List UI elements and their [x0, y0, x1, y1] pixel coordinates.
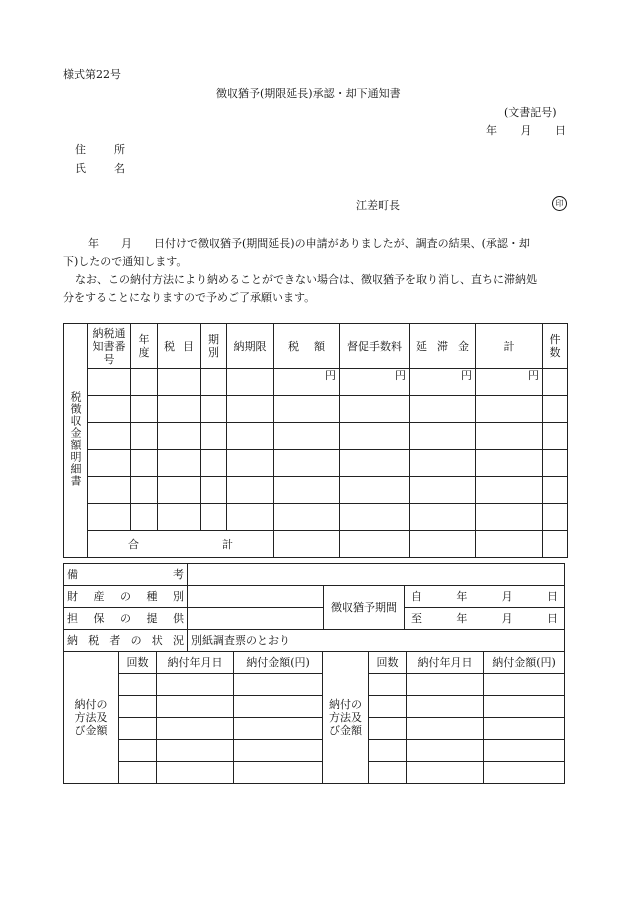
table-row: [64, 718, 565, 740]
document-reference: (文書記号): [504, 106, 557, 119]
date-line: 年 月 日: [486, 124, 566, 137]
payment-count-header: 回数: [369, 652, 407, 674]
yen-unit: 円: [274, 369, 340, 396]
table-row: [64, 674, 565, 696]
payment-amount-header: 納付金額(円): [484, 652, 565, 674]
header-tax-item: 税 目: [158, 324, 201, 369]
yen-unit: 円: [410, 369, 476, 396]
grace-period-to: 至 年 月 日: [405, 608, 565, 630]
table-row: [64, 423, 568, 450]
payment-label-left: 納付の 方法及 び金額: [64, 652, 119, 784]
total-label: 合 計: [88, 531, 274, 558]
header-total: 計: [476, 324, 543, 369]
table-row: [64, 396, 568, 423]
yen-unit: 円: [476, 369, 543, 396]
page-title: 徴収猶予(期限延長)承認・却下通知書: [216, 87, 401, 100]
table-row: [64, 504, 568, 531]
header-tax-amount: 税 額: [274, 324, 340, 369]
property-type-label: 財 産 の 種 別: [64, 586, 188, 608]
body-line-4: 分をすることになりますので予めご了承願います。: [63, 291, 316, 304]
grace-period-from: 自 年 月 日: [405, 586, 565, 608]
remarks-label: 備 考: [64, 564, 188, 586]
header-period: 期 別: [201, 324, 227, 369]
payment-header-row: [64, 652, 565, 674]
seal-icon: 印: [552, 196, 567, 211]
table-row: [64, 740, 565, 762]
yen-unit: 円: [340, 369, 410, 396]
collateral-label: 担 保 の 提 供: [64, 608, 188, 630]
header-count: 件 数: [543, 324, 568, 369]
name-label: 氏 名: [75, 162, 125, 175]
total-row: [64, 531, 568, 558]
payment-date-header: 納付年月日: [157, 652, 234, 674]
taxpayer-status-value: 別紙調査票のとおり: [188, 630, 565, 652]
grace-period-label: 徴収猶予期間: [324, 586, 405, 630]
address-label: 住 所: [75, 143, 125, 156]
payment-amount-header: 納付金額(円): [234, 652, 323, 674]
header-fee: 督促手数料: [340, 324, 410, 369]
side-label: 税徴収金額明細書: [64, 324, 88, 558]
collateral-row: [64, 608, 565, 630]
remarks-row: [64, 564, 565, 586]
body-line-2: 下)したので通知します。: [63, 255, 188, 268]
payment-label-right: 納付の 方法及 び金額: [323, 652, 369, 784]
taxpayer-status-row: [64, 630, 565, 652]
header-notice-number: 納税通 知書番 号: [88, 324, 131, 369]
property-row: [64, 586, 565, 608]
tax-detail-table: [63, 323, 568, 558]
table-row: [64, 696, 565, 718]
table-row: [64, 762, 565, 784]
issuer: 江差町長: [356, 199, 400, 212]
payment-date-header: 納付年月日: [407, 652, 484, 674]
header-row: [64, 324, 568, 369]
taxpayer-status-label: 納 税 者 の 状 況: [64, 630, 188, 652]
payment-table: [63, 651, 565, 784]
info-table: [63, 563, 565, 652]
form-number: 様式第22号: [63, 68, 121, 81]
header-delinquency: 延 滞 金: [410, 324, 476, 369]
header-year: 年 度: [131, 324, 158, 369]
body-line-1: 年 月 日付けで徴収猶予(期間延長)の申請がありましたが、調査の結果、(承認・却: [88, 237, 530, 250]
table-row: [64, 450, 568, 477]
table-row: [64, 369, 568, 396]
body-line-3: なお、この納付方法により納めることができない場合は、徴収猶予を取り消し、直ちに滞納処: [75, 273, 537, 286]
header-due-date: 納期限: [227, 324, 274, 369]
payment-count-header: 回数: [119, 652, 157, 674]
table-row: [64, 477, 568, 504]
